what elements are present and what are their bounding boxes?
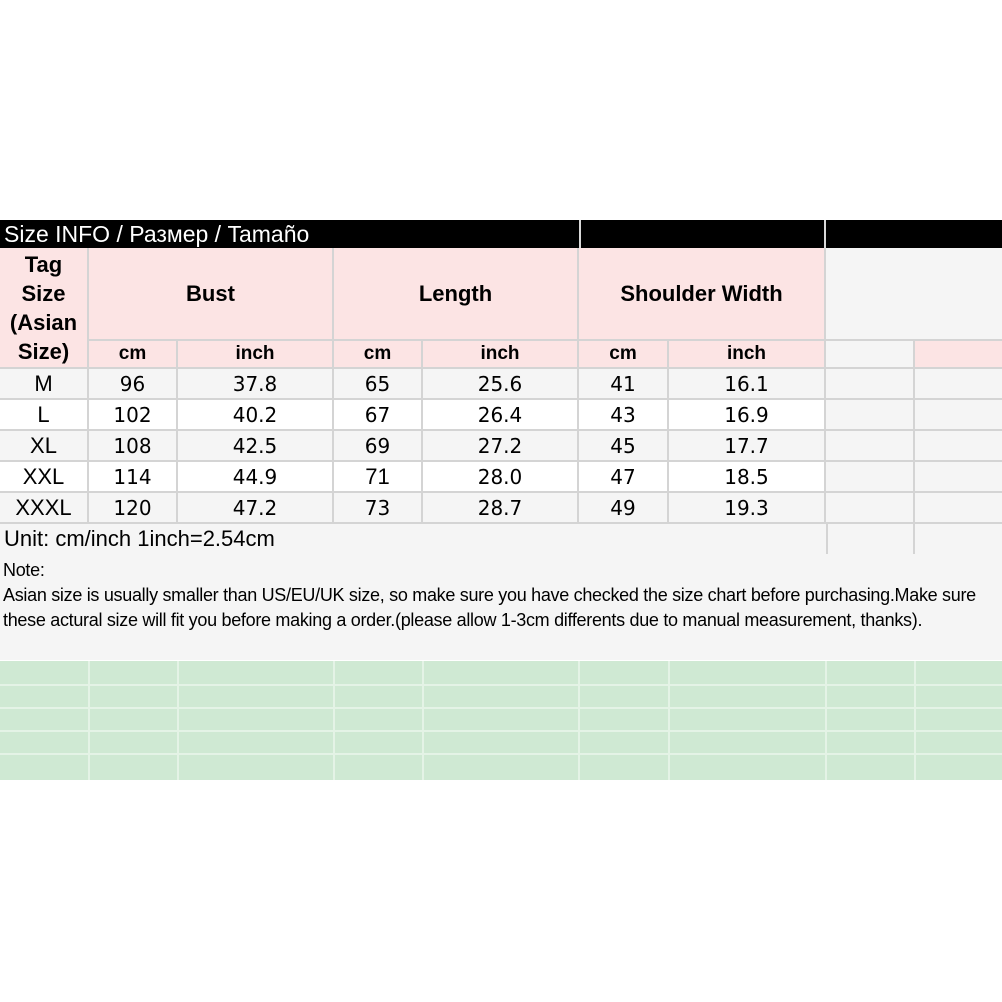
table-cell: 69 bbox=[334, 431, 423, 462]
table-cell: 44.9 bbox=[178, 462, 334, 493]
grid-line bbox=[668, 661, 670, 780]
table-cell: 25.6 bbox=[423, 369, 579, 400]
grid-line bbox=[914, 661, 916, 780]
size-label: XXL bbox=[0, 462, 89, 493]
note-label: Note: bbox=[3, 560, 45, 580]
note-text: Asian size is usually smaller than US/EU/UK size, so make sure you have checked the size chart before purchasing.Make sure these actural size will fit you before making a order.(please allow 1-3cm differents due to manual measurement, thanks). bbox=[3, 585, 976, 630]
grid-line bbox=[0, 684, 1002, 686]
table-cell: 71 bbox=[334, 462, 423, 493]
grid-line bbox=[578, 661, 580, 780]
length-header: Length bbox=[334, 248, 579, 341]
empty-grid-area bbox=[0, 661, 1002, 780]
grid-line bbox=[0, 707, 1002, 709]
table-cell: 40.2 bbox=[178, 400, 334, 431]
note-block bbox=[3, 558, 998, 633]
table-cell: 102 bbox=[89, 400, 178, 431]
tag-size-line: Size) bbox=[17, 338, 70, 364]
table-cell: 120 bbox=[89, 493, 178, 524]
bust-header: Bust bbox=[89, 248, 334, 341]
grid-line bbox=[177, 661, 179, 780]
table-cell: 43 bbox=[579, 400, 669, 431]
table-cell: 27.2 bbox=[423, 431, 579, 462]
grid-line bbox=[333, 661, 335, 780]
tag-size-line: (Asian bbox=[9, 309, 78, 335]
size-label: XL bbox=[0, 431, 89, 462]
empty-cell bbox=[826, 462, 915, 493]
empty-cell bbox=[915, 462, 1002, 493]
empty-cell bbox=[915, 341, 1002, 369]
unit-header: cm bbox=[89, 341, 178, 369]
empty-cell bbox=[915, 400, 1002, 431]
size-label: XXXL bbox=[0, 493, 89, 524]
table-cell: 16.9 bbox=[669, 400, 826, 431]
tag-size-line: Size bbox=[21, 280, 66, 306]
empty-cell bbox=[826, 369, 915, 400]
table-cell: 49 bbox=[579, 493, 669, 524]
table-cell: 28.7 bbox=[423, 493, 579, 524]
empty-cell bbox=[915, 431, 1002, 462]
empty-cell bbox=[915, 493, 1002, 524]
table-cell: 108 bbox=[89, 431, 178, 462]
grid-line bbox=[88, 661, 90, 780]
table-cell: 28.0 bbox=[423, 462, 579, 493]
grid-line bbox=[422, 661, 424, 780]
title-divider bbox=[579, 220, 581, 248]
unit-header: inch bbox=[178, 341, 334, 369]
table-cell: 26.4 bbox=[423, 400, 579, 431]
empty-cell bbox=[826, 341, 915, 369]
empty-cell bbox=[915, 369, 1002, 400]
chart-title: Size INFO / Размер / Tamaño bbox=[4, 221, 310, 247]
table-cell: 17.7 bbox=[669, 431, 826, 462]
table-cell: 47 bbox=[579, 462, 669, 493]
table-cell: 45 bbox=[579, 431, 669, 462]
table-cell: 73 bbox=[334, 493, 423, 524]
empty-cell bbox=[826, 400, 915, 431]
table-cell: 65 bbox=[334, 369, 423, 400]
table-cell: 67 bbox=[334, 400, 423, 431]
table-cell: 96 bbox=[89, 369, 178, 400]
shoulder-width-header: Shoulder Width bbox=[579, 248, 826, 341]
unit-header: inch bbox=[423, 341, 579, 369]
grid-line bbox=[0, 730, 1002, 732]
table-cell: 16.1 bbox=[669, 369, 826, 400]
title-divider bbox=[824, 220, 826, 248]
tag-size-header bbox=[0, 248, 89, 369]
grid-line bbox=[825, 661, 827, 780]
unit-header: cm bbox=[334, 341, 423, 369]
unit-header: inch bbox=[669, 341, 826, 369]
grid-line bbox=[0, 753, 1002, 755]
empty-cell bbox=[915, 524, 1002, 554]
unit-note: Unit: cm/inch 1inch=2.54cm bbox=[4, 526, 275, 551]
table-cell: 41 bbox=[579, 369, 669, 400]
table-cell: 42.5 bbox=[178, 431, 334, 462]
empty-cell bbox=[826, 524, 915, 554]
size-label: L bbox=[0, 400, 89, 431]
table-cell: 18.5 bbox=[669, 462, 826, 493]
unit-header: cm bbox=[579, 341, 669, 369]
empty-cell bbox=[826, 493, 915, 524]
empty-cell bbox=[826, 431, 915, 462]
size-label: M bbox=[0, 369, 89, 400]
empty-cell bbox=[826, 248, 1002, 341]
table-cell: 37.8 bbox=[178, 369, 334, 400]
table-cell: 114 bbox=[89, 462, 178, 493]
table-cell: 47.2 bbox=[178, 493, 334, 524]
table-cell: 19.3 bbox=[669, 493, 826, 524]
tag-size-line: Tag bbox=[24, 251, 63, 277]
